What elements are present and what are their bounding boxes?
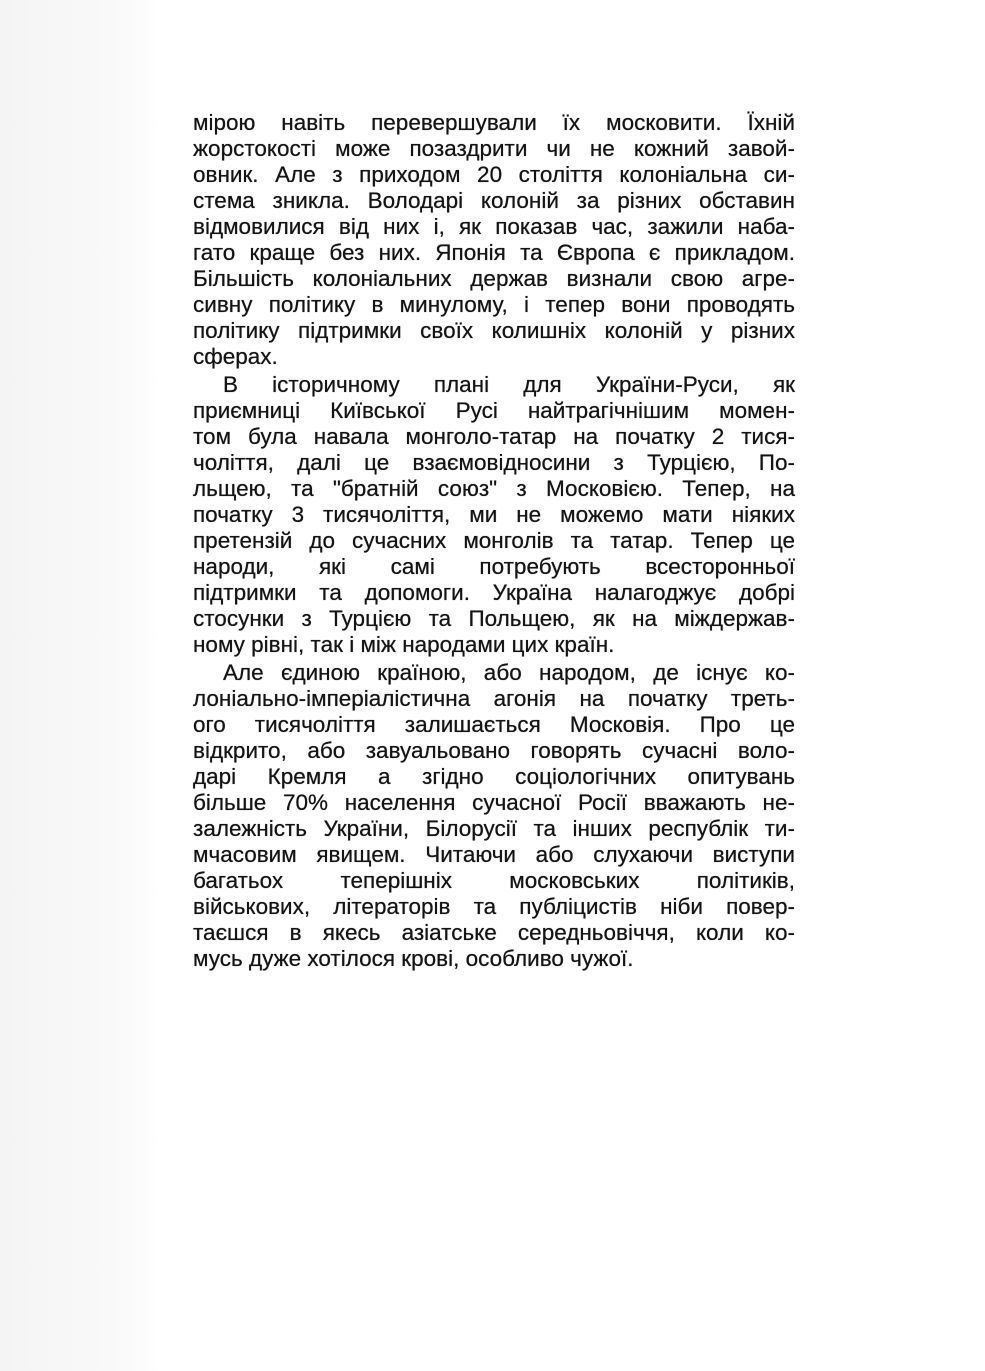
text-line: мірою навіть перевершували їх московити. Їхній (193, 110, 795, 135)
text-line: таєшся в якесь азіатське середньовіччя, коли ко- (193, 920, 795, 945)
text-line: мчасовим явищем. Читаючи або слухаючи виступи (193, 842, 795, 867)
text-line: більше 70% населення сучасної Росії вважають не- (193, 790, 795, 815)
text-line: політику підтримки своїх колишніх колоній у різних (193, 318, 795, 343)
paragraph (193, 372, 795, 658)
text-line: В історичному плані для України-Руси, як (223, 372, 795, 397)
text-line: відмовилися від них і, як показав час, зажили наба- (193, 214, 795, 239)
text-line: овник. Але з приходом 20 століття колоніальна си- (193, 162, 795, 187)
text-line: льщею, та "братній союз" з Московією. Тепер, на (193, 476, 795, 501)
text-line: підтримки та допомоги. Україна налагоджує добрі (193, 580, 795, 605)
text-line: залежність України, Білорусії та інших республік ти- (193, 816, 795, 841)
text-line: народи, які самі потребують всесторонньої (193, 554, 795, 579)
text-line: відкрито, або завуальовано говорять сучасні воло- (193, 738, 795, 763)
text-line: сферах. (193, 344, 278, 369)
text-line: Більшість колоніальних держав визнали свою агре- (193, 266, 795, 291)
text-line: том була навала монголо-татар на початку 2 тися- (193, 424, 795, 449)
scan-edge-shading (0, 0, 160, 1371)
text-line: багатьох теперішніх московських політиків, (193, 868, 795, 893)
text-line: дарі Кремля а згідно соціологічних опитувань (193, 764, 795, 789)
text-line: приємниці Київської Русі найтрагічнішим момен- (193, 398, 795, 423)
paragraph (193, 110, 795, 370)
text-line: гато краще без них. Японія та Європа є прикладом. (193, 240, 795, 265)
text-line: претензій до сучасних монголів та татар. Тепер це (193, 528, 795, 553)
text-line: стема зникла. Володарі колоній за різних обставин (193, 188, 795, 213)
paragraph (193, 660, 795, 972)
text-line: сивну політику в минулому, і тепер вони проводять (193, 292, 795, 317)
text-line: жорстокості може позаздрити чи не кожний завой- (193, 136, 795, 161)
text-line: військових, літераторів та публіцистів ніби повер- (193, 894, 795, 919)
text-line: мусь дуже хотілося крові, особливо чужої. (193, 946, 634, 971)
text-line: початку 3 тисячоліття, ми не можемо мати ніяких (193, 502, 795, 527)
text-line: чоліття, далі це взаємовідносини з Турцією, По- (193, 450, 795, 475)
document-page (193, 110, 795, 974)
text-line: лоніально-імперіалістична агонія на початку треть- (193, 686, 795, 711)
text-line: стосунки з Турцією та Польщею, як на міждержав- (193, 606, 795, 631)
text-line: ого тисячоліття залишається Московія. Про це (193, 712, 795, 737)
text-line: Але єдиною країною, або народом, де існує ко- (223, 660, 795, 685)
text-line: ному рівні, так і між народами цих країн. (193, 632, 615, 657)
